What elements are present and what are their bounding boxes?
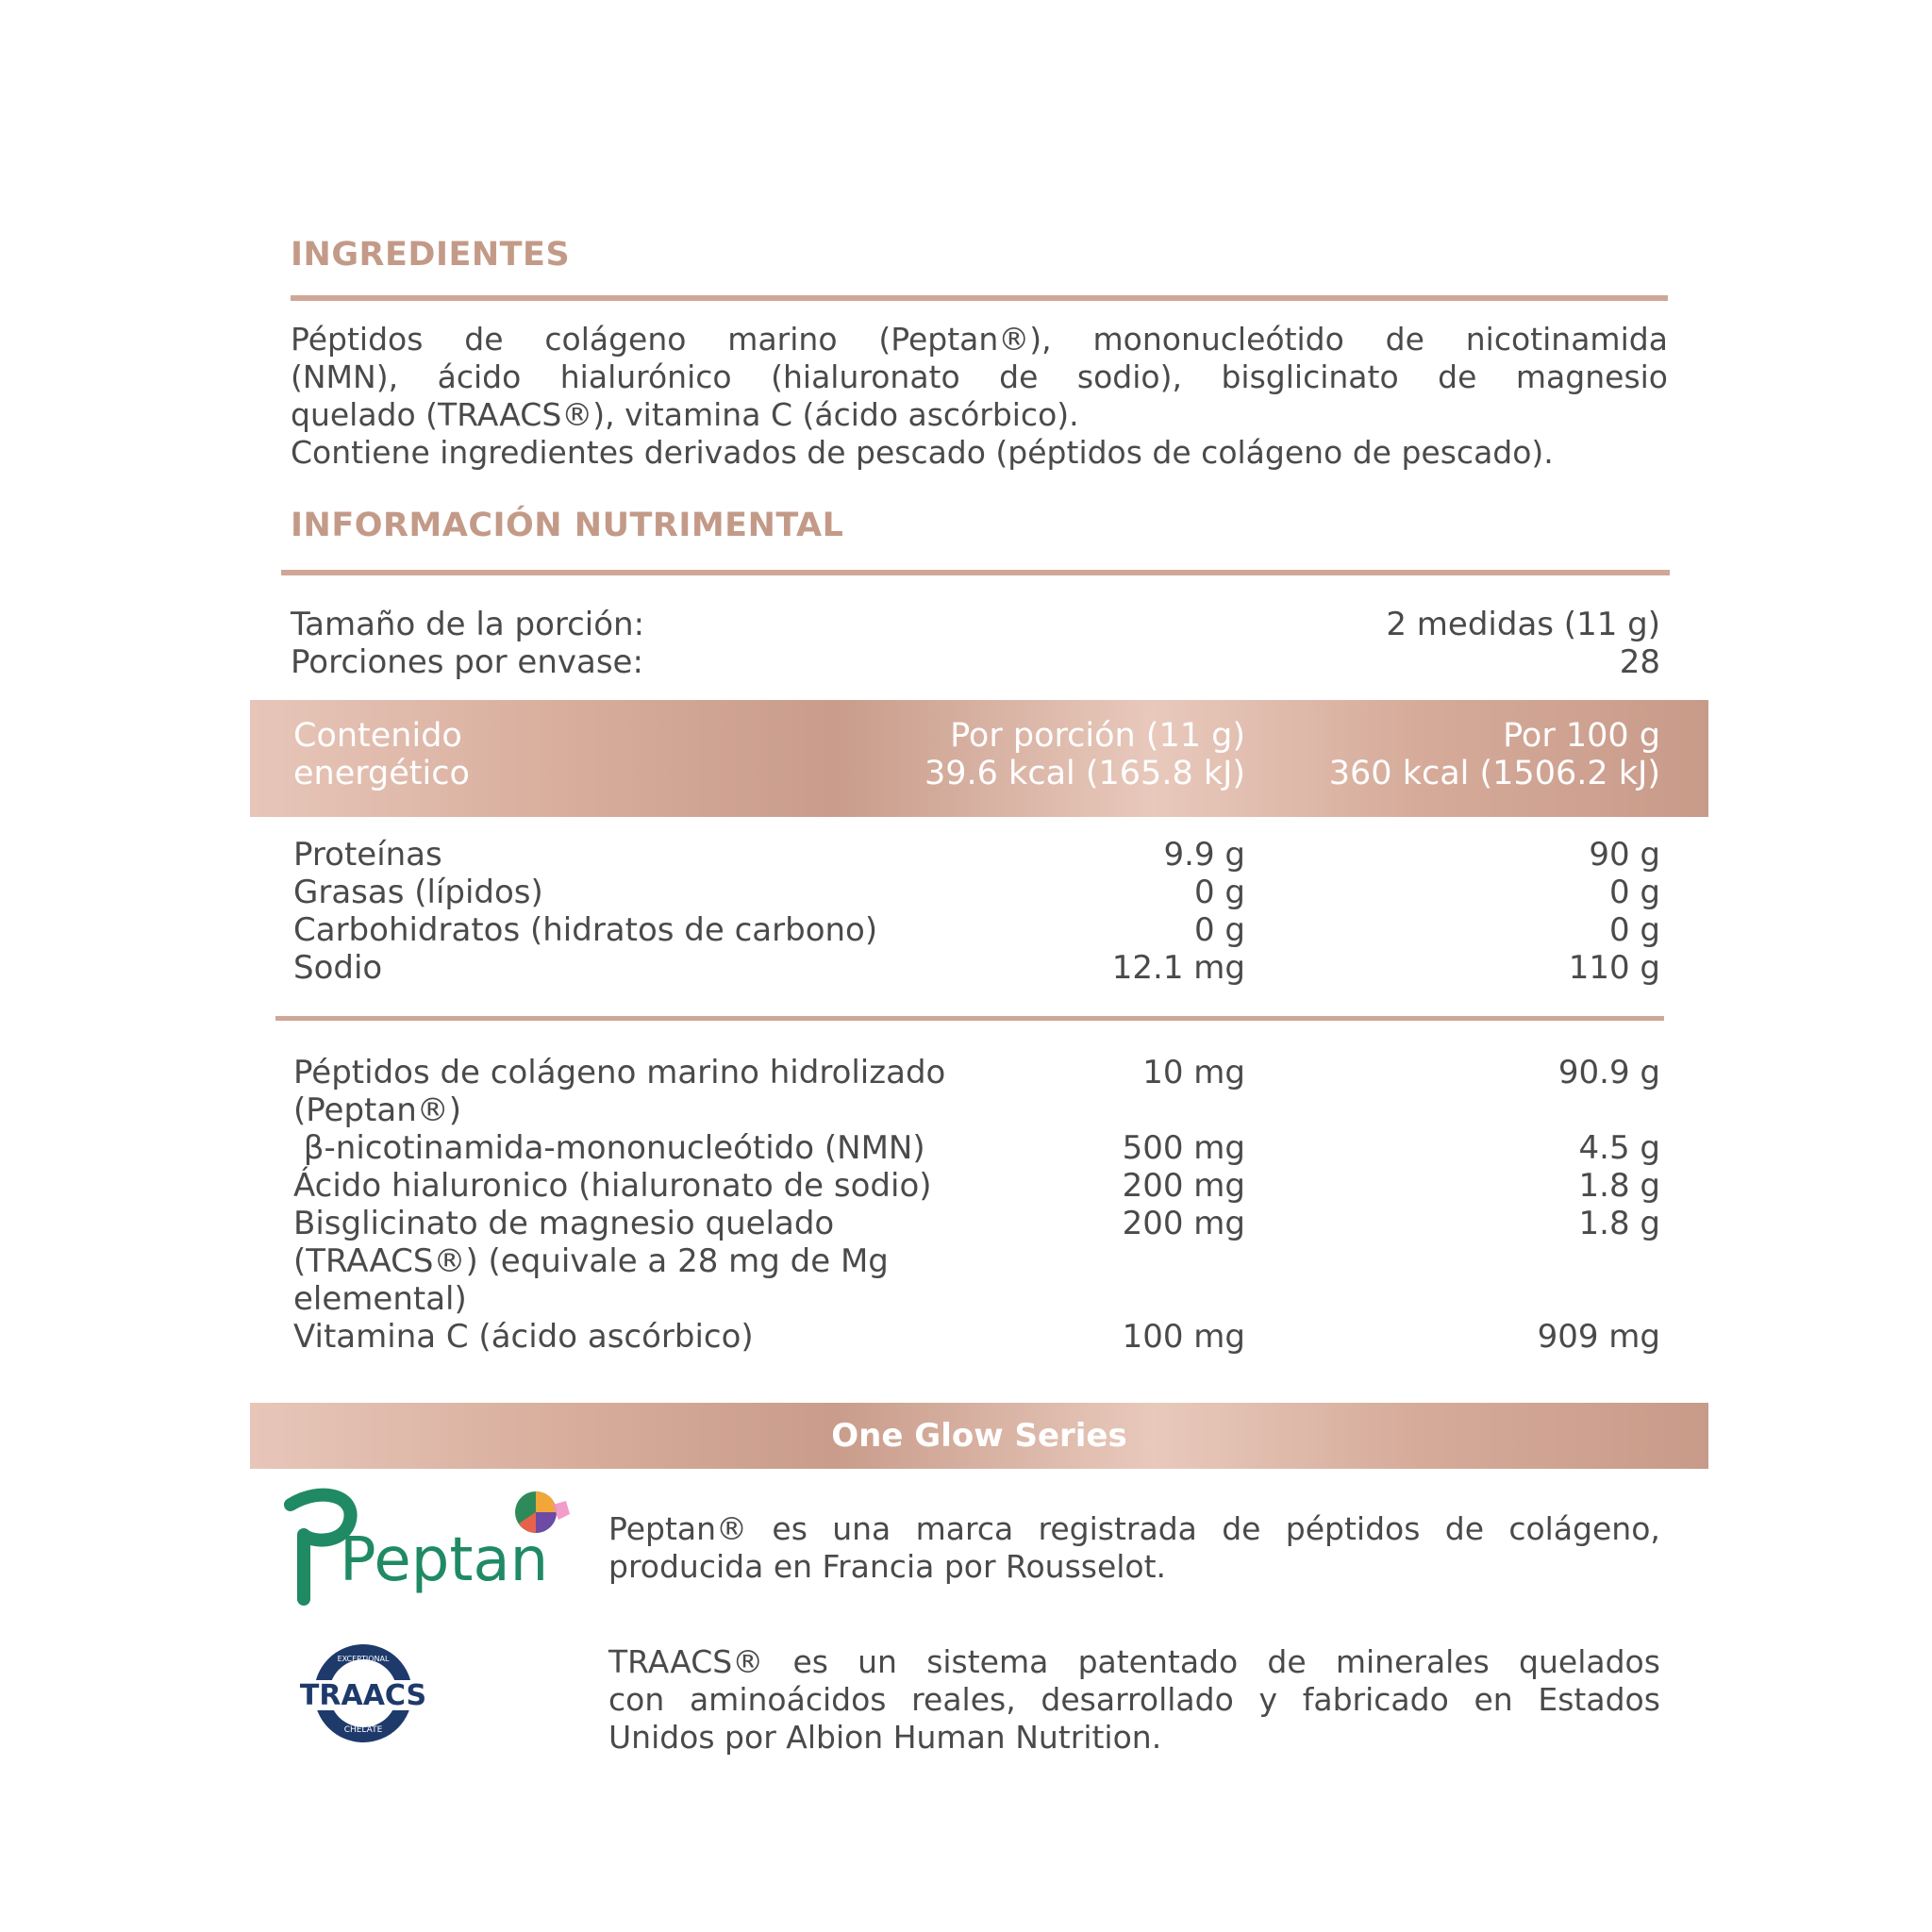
word: es: [792, 1643, 828, 1680]
series-banner: [250, 1403, 1708, 1469]
per-serving-header: [924, 717, 1245, 792]
per-serving-header-line-1: Por porción (11 g): [950, 717, 1245, 755]
energy-label-line-1: Contenido: [293, 717, 462, 755]
traacs-desc-line-1: [608, 1643, 1660, 1681]
macro-per-serving: 0 g: [1193, 874, 1245, 911]
word: de: [464, 321, 504, 358]
peptan-desc-line-1: [608, 1510, 1660, 1548]
word: aminoácidos: [689, 1681, 887, 1718]
ingredients-line-1: [291, 321, 1668, 358]
active-name: Péptidos de colágeno marino hidrolizado: [293, 1054, 946, 1091]
word: colágeno: [544, 321, 687, 358]
macro-per-serving: 0 g: [1193, 911, 1245, 949]
active-name: Bisglicinato de magnesio quelado: [293, 1205, 835, 1242]
serving-size-value: 2 medidas (11 g): [1386, 606, 1660, 643]
word: colágeno,: [1508, 1510, 1660, 1547]
word: de: [999, 358, 1039, 395]
ingredients-line-2: [291, 358, 1668, 396]
word: y: [1258, 1681, 1278, 1718]
word: sodio),: [1076, 358, 1182, 395]
ingredients-title: INGREDIENTES: [291, 236, 571, 274]
traacs-description: [608, 1643, 1660, 1757]
active-per-serving: 200 mg: [1122, 1167, 1245, 1205]
word: de: [1385, 321, 1424, 358]
traacs-ring-bottom: CHELATE: [343, 1725, 383, 1735]
macro-name: Proteínas: [293, 836, 442, 874]
peptan-logo-text: Peptan: [340, 1525, 549, 1595]
active-per-serving: 100 mg: [1122, 1318, 1245, 1356]
word: un: [858, 1643, 897, 1680]
word: minerales: [1335, 1643, 1490, 1680]
active-per-100g: 90.9 g: [1557, 1054, 1660, 1091]
word: de: [1222, 1510, 1261, 1547]
word: desarrollado: [1041, 1681, 1234, 1718]
active-per-100g: 1.8 g: [1578, 1167, 1660, 1205]
word: de: [1267, 1643, 1307, 1680]
macro-per-serving: 12.1 mg: [1111, 949, 1245, 987]
macro-per-100g: 0 g: [1608, 874, 1660, 911]
word: magnesio: [1515, 358, 1668, 395]
energy-header-band: [250, 700, 1708, 817]
active-name: Vitamina C (ácido ascórbico): [293, 1318, 754, 1356]
word: una: [832, 1510, 891, 1547]
macros-divider: [275, 1016, 1664, 1021]
nutrition-title: INFORMACIÓN NUTRIMENTAL: [291, 507, 844, 544]
word: en: [1474, 1681, 1513, 1718]
word: Peptan®: [608, 1510, 748, 1547]
traacs-logo-mark: [288, 1637, 448, 1750]
macro-per-serving: 9.9 g: [1163, 836, 1245, 874]
word: marca: [915, 1510, 1014, 1547]
active-per-100g: 909 mg: [1537, 1318, 1660, 1356]
peptan-desc-line-2: producida en Francia por Rousselot.: [608, 1548, 1167, 1585]
word: con: [608, 1681, 665, 1718]
ingredients-line-3: quelado (TRAACS®), vitamina C (ácido ascórbico).: [291, 396, 1079, 433]
energy-label-line-2: energético: [293, 755, 470, 792]
traacs-logo-text: TRAACS: [299, 1679, 427, 1712]
per-serving-header-line-2: 39.6 kcal (165.8 kJ): [924, 755, 1246, 792]
active-name: Ácido hialuronico (hialuronato de sodio): [293, 1167, 932, 1205]
active-per-serving: 500 mg: [1122, 1129, 1245, 1167]
ingredients-rule: [291, 295, 1668, 301]
word: quelados: [1519, 1643, 1660, 1680]
active-per-100g: 1.8 g: [1578, 1205, 1660, 1242]
peptan-logo: [283, 1486, 575, 1608]
macro-per-100g: 90 g: [1589, 836, 1660, 874]
word: sistema: [926, 1643, 1049, 1680]
macro-name: Sodio: [293, 949, 383, 987]
servings-label: Porciones por envase:: [291, 643, 643, 681]
word: TRAACS®: [608, 1643, 764, 1680]
macro-name: Grasas (lípidos): [293, 874, 543, 911]
active-per-100g: 4.5 g: [1578, 1129, 1660, 1167]
word: Estados: [1538, 1681, 1660, 1718]
word: (hialuronato: [771, 358, 960, 395]
series-banner-text: One Glow Series: [831, 1417, 1127, 1455]
ingredients-text: [291, 321, 1668, 472]
nutrition-rule: [281, 570, 1670, 575]
serving-size-label: Tamaño de la porción:: [291, 606, 645, 643]
active-name: β-nicotinamida-mononucleótido (NMN): [293, 1129, 925, 1167]
word: ácido: [437, 358, 522, 395]
word: (NMN),: [291, 358, 399, 395]
per-100g-header-line-1: Por 100 g: [1503, 717, 1660, 755]
word: péptidos: [1285, 1510, 1421, 1547]
active-per-serving: 200 mg: [1122, 1205, 1245, 1242]
word: nicotinamida: [1465, 321, 1668, 358]
per-100g-header-line-2: 360 kcal (1506.2 kJ): [1328, 755, 1660, 792]
word: (Peptan®),: [878, 321, 1052, 358]
traacs-ring-top: EXCEPTIONAL: [337, 1655, 390, 1663]
word: patentado: [1077, 1643, 1239, 1680]
macro-per-100g: 110 g: [1568, 949, 1660, 987]
word: mononucleótido: [1092, 321, 1344, 358]
word: Péptidos: [291, 321, 424, 358]
active-name-cont: (Peptan®): [293, 1091, 462, 1129]
ingredients-line-4: Contiene ingredientes derivados de pescado (péptidos de colágeno de pescado).: [291, 434, 1554, 471]
peptan-description: [608, 1510, 1660, 1586]
word: fabricado: [1302, 1681, 1449, 1718]
traacs-desc-line-2: [608, 1681, 1660, 1719]
word: registrada: [1038, 1510, 1197, 1547]
word: marino: [727, 321, 838, 358]
macro-name: Carbohidratos (hidratos de carbono): [293, 911, 878, 949]
energy-label: [293, 717, 470, 792]
peptan-logo-mark: [283, 1486, 575, 1608]
macro-per-100g: 0 g: [1608, 911, 1660, 949]
per-100g-header: [1321, 717, 1660, 792]
active-name-cont: (TRAACS®) (equivale a 28 mg de Mg: [293, 1242, 889, 1280]
word: de: [1438, 358, 1477, 395]
traacs-logo: [288, 1637, 448, 1750]
active-name-cont: elemental): [293, 1280, 467, 1318]
word: es: [772, 1510, 808, 1547]
word: reales,: [911, 1681, 1016, 1718]
word: hialurónico: [559, 358, 732, 395]
word: de: [1444, 1510, 1484, 1547]
word: bisglicinato: [1221, 358, 1399, 395]
active-per-serving: 10 mg: [1142, 1054, 1245, 1091]
servings-value: 28: [1619, 643, 1660, 681]
traacs-desc-line-3: Unidos por Albion Human Nutrition.: [608, 1719, 1162, 1756]
